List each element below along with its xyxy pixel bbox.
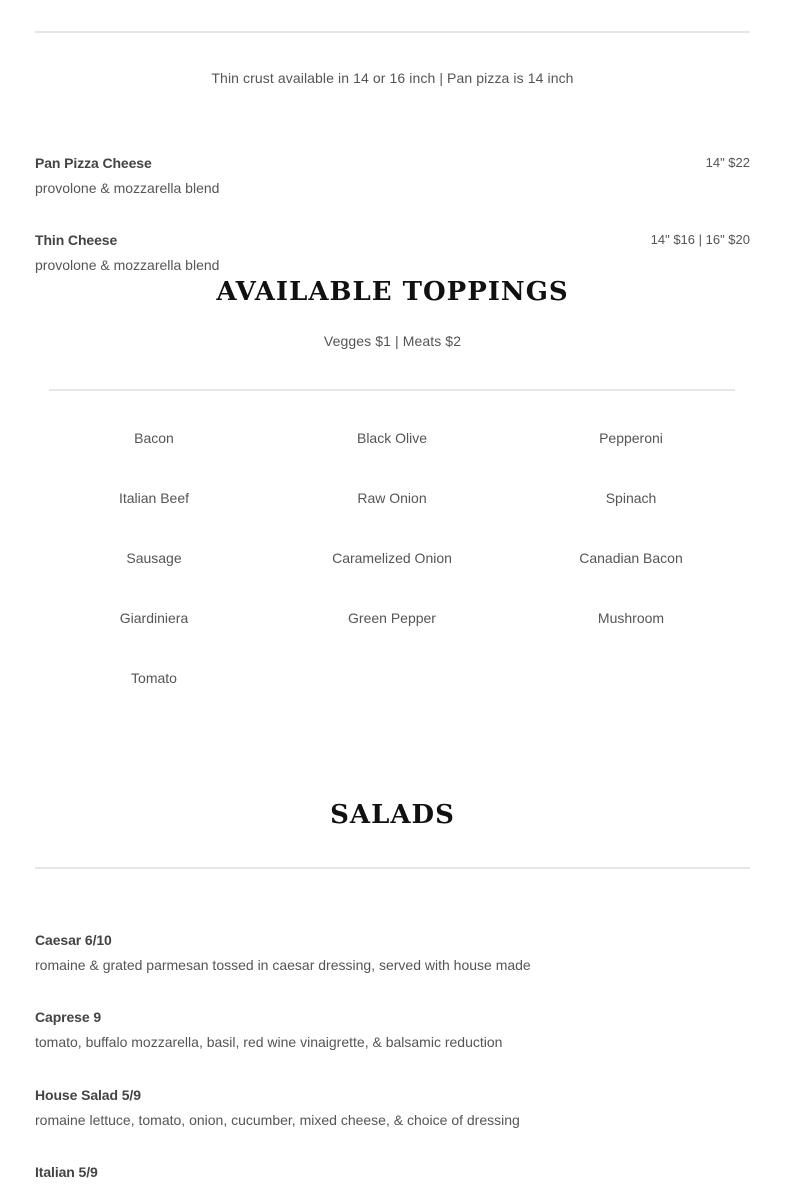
top-divider bbox=[35, 31, 750, 33]
topping-item: Mushroom bbox=[597, 610, 665, 626]
topping-item: Italian Beef bbox=[118, 490, 190, 506]
topping-item: Black Olive bbox=[356, 430, 428, 446]
topping-item: Green Pepper bbox=[348, 610, 436, 626]
item-name: House Salad 5/9 bbox=[35, 1087, 141, 1103]
menu-item-italian bbox=[35, 1163, 750, 1181]
topping-item: Tomato bbox=[131, 670, 177, 686]
toppings-title: AVAILABLE TOPPINGS bbox=[216, 277, 569, 307]
topping-item: Bacon bbox=[134, 430, 174, 446]
item-name: Italian 5/9 bbox=[35, 1164, 98, 1180]
toppings-divider bbox=[49, 389, 735, 391]
item-description: romaine lettuce, tomato, onion, cucumber, mixed cheese, & choice of dressing bbox=[35, 1112, 520, 1128]
item-name: Thin Cheese bbox=[35, 232, 118, 248]
item-description: tomato, buffalo mozzarella, basil, red wine vinaigrette, & balsamic reduction bbox=[35, 1034, 503, 1050]
salads-title: SALADS bbox=[330, 800, 455, 830]
item-price: 14" $16 | 16" $20 bbox=[650, 232, 750, 247]
topping-item: Pepperoni bbox=[599, 430, 663, 446]
topping-item: Spinach bbox=[605, 490, 657, 506]
topping-item: Canadian Bacon bbox=[579, 550, 683, 566]
menu-item-thin-cheese bbox=[35, 231, 750, 274]
menu-item-pan-pizza-cheese bbox=[35, 154, 750, 197]
crust-note: Thin crust available in 14 or 16 inch | Pan pizza is 14 inch bbox=[211, 70, 574, 86]
topping-item: Sausage bbox=[126, 550, 182, 566]
item-description: provolone & mozzarella blend bbox=[35, 180, 220, 196]
item-name: Pan Pizza Cheese bbox=[35, 155, 152, 171]
item-description: provolone & mozzarella blend bbox=[35, 257, 220, 273]
topping-item: Raw Onion bbox=[357, 490, 427, 506]
toppings-pricing: Vegges $1 | Meats $2 bbox=[323, 333, 462, 349]
menu-item-caesar bbox=[35, 931, 750, 974]
item-price: 14" $22 bbox=[705, 155, 750, 170]
topping-item: Caramelized Onion bbox=[332, 550, 452, 566]
menu-item-caprese bbox=[35, 1008, 750, 1051]
item-name: Caprese 9 bbox=[35, 1009, 102, 1025]
item-name: Caesar 6/10 bbox=[35, 932, 112, 948]
item-description: romaine & grated parmesan tossed in caesar dressing, served with house made bbox=[35, 957, 531, 973]
menu-item-house-salad bbox=[35, 1086, 750, 1129]
salads-divider bbox=[35, 867, 750, 869]
topping-item: Giardiniera bbox=[119, 610, 189, 626]
